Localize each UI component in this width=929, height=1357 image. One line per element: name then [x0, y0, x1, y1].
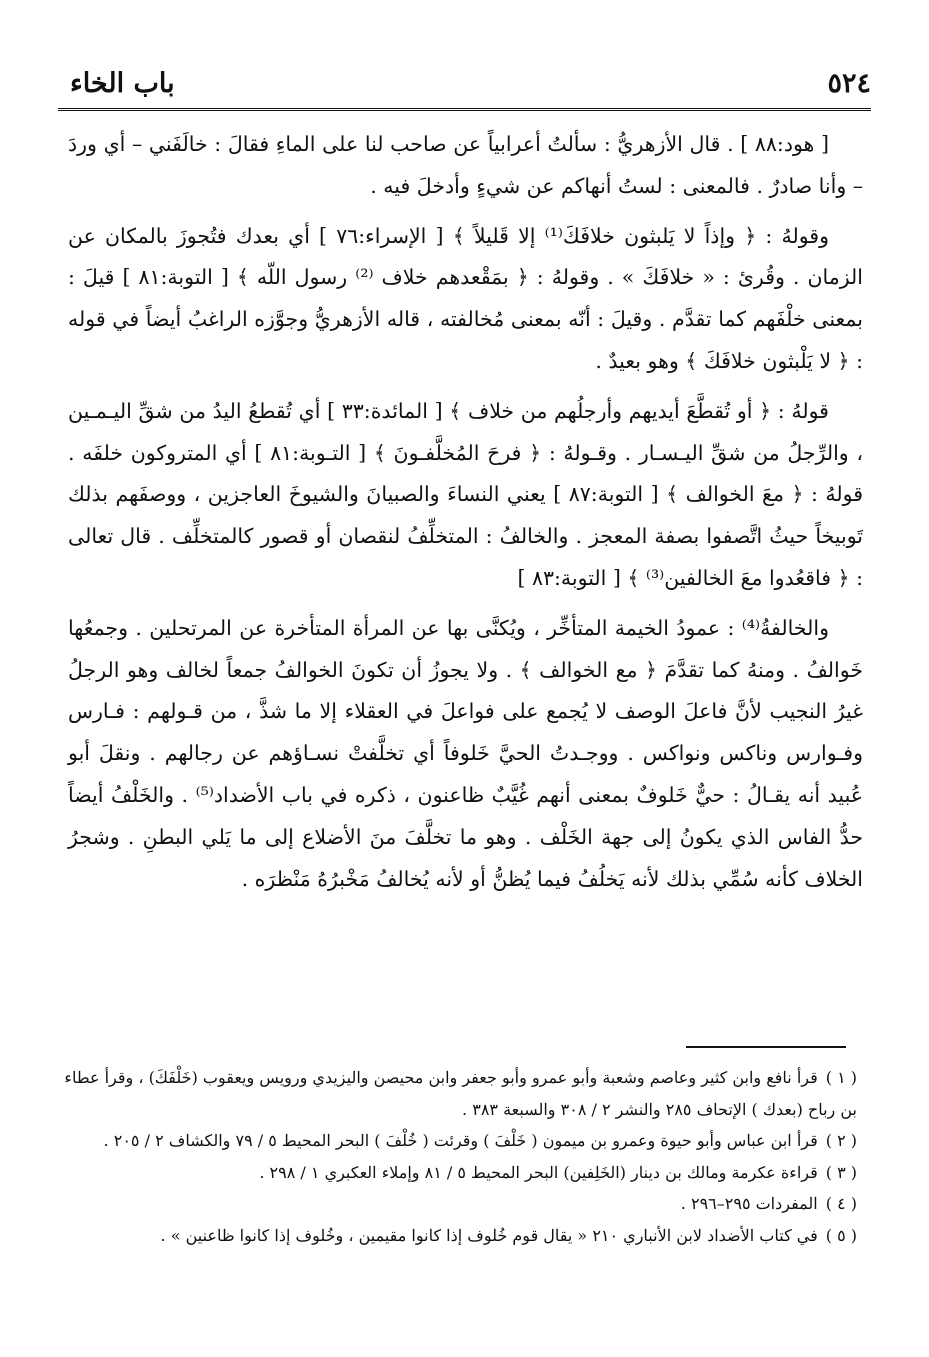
footnote-text: في كتاب الأضداد لابن الأنباري ٢١٠ « يقال قوم خُلوف إذا كانوا مقيمين ، وخُلوف إذا كانوا ظاعنين » .	[160, 1225, 818, 1245]
footnote-separator	[686, 1046, 846, 1048]
header-rule	[58, 108, 871, 111]
footnote-number: ( ٤ )	[825, 1194, 857, 1213]
footnote	[60, 1125, 857, 1157]
paragraph: وقولهُ : ﴿ وإذاً لا يَلبثون خلافَكَ⁽¹⁾ إلا قَليلاً ﴾ [ الإسراء:٧٦ ] أي بعدك فتُجوزَ بالمكان عن الزمان . وقُرئ : « خلافَكَ » . وقولهُ : ﴿ بمَقْعدهم خلاف ⁽²⁾ رسول اللّه ﴾ [ التوبة:٨١ ] قيلَ : بمعنى خلْفَهم كما تقدَّم . وقيلَ : أنّه بمعنى مُخالفته ، قاله الأزهريُّ وجوَّزه الراغبُ أيضاً في قوله : ﴿ لا يَلْبثون خلافَكَ ﴾ وهو بعيدٌ .	[68, 223, 863, 373]
footnote-number: ( ٢ )	[825, 1131, 857, 1150]
footnote-text: المفردات ٢٩٥–٢٩٦ .	[680, 1194, 818, 1213]
footnote-number: ( ٣ )	[825, 1162, 857, 1182]
footnote-number: ( ٥ )	[825, 1225, 857, 1245]
page-number: ٥٢٤	[827, 68, 871, 99]
footnote-number: ( ١ )	[825, 1068, 857, 1087]
footnote-text: قرأ ابن عباس وأبو حيوة وعمرو بن ميمون ( خَلْفَ ) وقرئت ( خُلْفَ ) البحر المحيط ٥ / ٧٩ والكشاف ٢ / ٢٠٥ .	[103, 1131, 818, 1150]
footnote	[60, 1062, 857, 1125]
footnote-text: قراءة عكرمة ومالك بن دينار (الخَلِفين) البحر المحيط ٥ / ٨١ وإملاء العكبري ١ / ٢٩٨ .	[259, 1162, 818, 1182]
paragraph: والخالفةُ⁽⁴⁾ : عمودُ الخيمة المتأخِّر ، ويُكنَّى بها عن المرأة المتأخرة عن المرتحلين . وجمعُها خَوالفُ . ومنهُ كما تقدَّمَ ﴿ مع الخوالف ﴾ . ولا يجوزُ أن تكونَ الخوالفُ جمعاً لخالف وهو الرجلُ غيرُ النجيب لأنَّ فاعلَ الوصف لا يُجمع على فواعلَ في العقلاء إلا ما شذَّ ، من قـولهم : فـارس وفـوارس وناكس ونواكس . ووجـدتُ الحيَّ خَلوفاً أي تخلَّفتْ نسـاؤهم عن رجالهم . ونقلَ أبو عُبيد أنه يقـالُ : حيٌّ خَلوفٌ بمعنى أنهم غُيَّبٌ ظاعنون ، ذكره في باب الأضداد⁽⁵⁾ . والخَلْفُ أيضاً حدُّ الفاس الذي يكونُ إلى جهة الخَلْف . وهو ما تخلَّفَ منَ الأضلاع إلى ما يَلي البطنِ . وشجرُ الخلاف كأنه سُمِّي بذلك لأنه يَخلُفُ فيما يُظنُّ أو لأنه يُخالفُ مَخْبرُهُ مَنْظرَه .	[68, 615, 863, 891]
main-text	[68, 124, 863, 900]
footnote	[60, 1220, 857, 1252]
footnote	[60, 1188, 857, 1220]
footnote	[60, 1157, 857, 1189]
footnotes	[60, 1062, 857, 1251]
footnote-text: قرأ نافع وابن كثير وعاصم وشعبة وأبو عمرو وأبو جعفر وابن محيصن واليزيدي ورويس ويعقوب (خَلْفَكَ) ، وقرأ عطاء بن رباح (بعدك ) الإتحاف ٢٨٥ والنشر ٢ / ٣٠٨ والسبعة ٣٨٣ .	[64, 1068, 857, 1119]
paragraph: قولهُ : ﴿ أو تُقطَّعَ أيديهم وأرجلُهم من خلاف ﴾ [ المائدة:٣٣ ] أي تُقطعُ اليدُ من شقِّ اليـمـين ، والرِّجلُ من شقِّ اليـسـار . وقـولهُ : ﴿ فرحَ المُخلَّفـونَ ﴾ [ التـوبة:٨١ ] أي المتروكون خلفَه . قولهُ : ﴿ معَ الخوالف ﴾ [ التوبة:٨٧ ] يعني النساءَ والصبيانَ والشيوخَ العاجزين ، ووصفَهم بذلك تَوبيخاً حيثُ اتَّصفوا بصفة المعجز . والخالفُ : المتخلِّفُ لنقصان أو قصور كالمتخلِّف . قال تعالى : ﴿ فاقعُدوا معَ الخالفين⁽³⁾ ﴾ [ التوبة:٨٣ ]	[68, 398, 864, 590]
paragraph: [ هود:٨٨ ] . قال الأزهريُّ : سألتُ أعرابياً عن صاحب لنا على الماءِ فقالَ : خالَفَني – أي وردَ – وأنا صادرٌ . فالمعنى : لستُ أنهاكم عن شيءٍ وأدخلَ فيه .	[68, 132, 863, 198]
chapter-title: باب الخاء	[70, 68, 175, 99]
running-header	[70, 62, 871, 110]
